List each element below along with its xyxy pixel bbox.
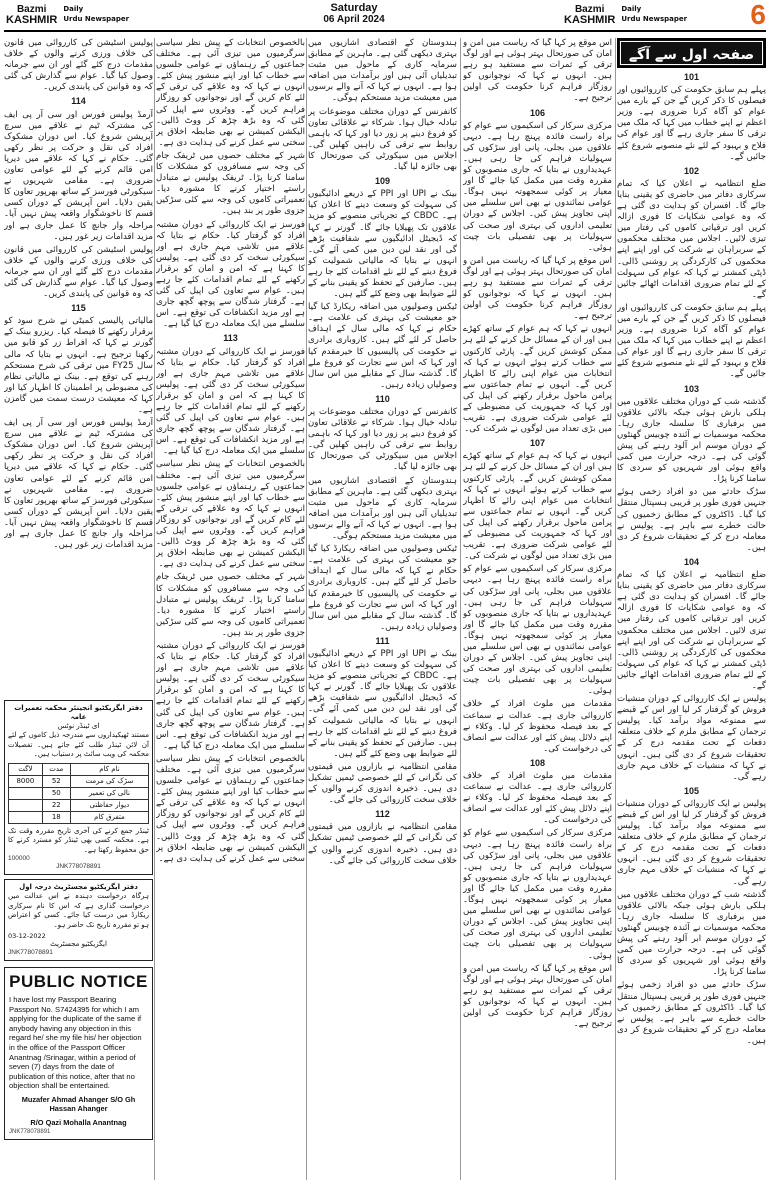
- article-text: انہوں نے کہا کہ ہم عوام کے ساتھ کھڑے ہیں اور ان کے مسائل حل کرنے کے لئے ہر ممکن کوشش کریں گے۔ پارٹی کارکنوں سے خطاب کرتے ہوئے انہوں نے کہا کہ انتخابات میں عوام اپنی رائے کا اظہار کریں گے۔ انہوں نے تمام جماعتوں سے پرامن ماحول برقرار رکھنے کی اپیل کی اور کہا کہ جمہوریت کی مضبوطی کے لئے عوامی شرکت ضروری ہے۔ تقریب میں بڑی تعداد میں لوگوں نے شرکت کی۔: [463, 324, 612, 435]
- public-notice: [4, 967, 153, 1140]
- notice-ref-code: JNK778078891: [8, 949, 53, 956]
- article-text: مقامی انتظامیہ نے بازاروں میں قیمتوں کی نگرانی کے لئے خصوصی ٹیمیں تشکیل دی ہیں۔ ذخیرہ اندوزی کرنے والوں کے خلاف سخت کارروائی کی جائے گی۔: [308, 761, 457, 806]
- notice-title: دفتر ایگزیکٹیو مجسٹریٹ درجہ اول: [19, 883, 138, 891]
- item-number: 115: [71, 303, 86, 314]
- article-text: بالخصوص انتخابات کے پیش نظر سیاسی سرگرمیوں میں تیزی آئی ہے۔ مختلف جماعتوں کے رہنماؤں نے عوامی جلسوں سے خطاب کیا اور اپنے منشور پیش کئے۔ انہوں نے کہا کہ وہ علاقے کی ترقی کے لئے کام کریں گے اور نوجوانوں کو روزگار فراہم کریں گے۔ ووٹروں سے اپیل کی گئی کہ وہ بڑھ چڑھ کر ووٹ ڈالیں۔ الیکشن کمیشن نے بھی ضابطہ اخلاق پر سختی سے عمل کرنے کی ہدایت دی ہے۔: [156, 38, 305, 148]
- table-cell: متفرق کام: [70, 811, 148, 823]
- notice-sign: ایگزیکٹیو مجسٹریٹ: [50, 940, 107, 948]
- table-cell: [9, 811, 43, 823]
- item-number: 111: [375, 635, 390, 646]
- item-number: 114: [71, 96, 86, 107]
- column-1: [617, 38, 766, 1180]
- item-number: 106: [529, 107, 546, 118]
- public-notice-signer: Muzafer Ahmad Ahanger S/O Gh Hassan Ahanger: [21, 1094, 136, 1114]
- table-cell: [9, 787, 43, 799]
- article-text: ٹیکس وصولیوں میں اضافہ ریکارڈ کیا گیا جو معیشت کی بہتری کی علامت ہے۔ حکام نے کہا کہ مالی سال کے اہداف حاصل کر لئے گئے ہیں۔ کاروباری برادری نے حکومت کی پالیسیوں کا خیرمقدم کیا اور کہا کہ اس سے تجارت کو فروغ ملے گا۔ گذشتہ سال کے مقابلے میں اس سال وصولیاں زیادہ رہیں۔: [308, 302, 457, 390]
- public-notice-ref-code: JNK778078891: [9, 1129, 51, 1136]
- paper-name-right: Bazmi KASHMIR: [564, 4, 616, 26]
- article-text: بالخصوص انتخابات کے پیش نظر سیاسی سرگرمیوں میں تیزی آئی ہے۔ مختلف جماعتوں کے رہنماؤں نے عوامی جلسوں سے خطاب کیا اور اپنے منشور پیش کئے۔ انہوں نے کہا کہ وہ علاقے کی ترقی کے لئے کام کریں گے اور نوجوانوں کو روزگار فراہم کریں گے۔ ووٹروں سے اپیل کی گئی کہ وہ بڑھ چڑھ کر ووٹ ڈالیں۔ الیکشن کمیشن نے بھی ضابطہ اخلاق پر سختی سے عمل کرنے کی ہدایت دی ہے۔: [156, 459, 305, 570]
- item-number: 112: [375, 809, 390, 820]
- issue-date: 06 April 2024: [323, 14, 385, 25]
- article-text: ضلع انتظامیہ نے اعلان کیا کہ تمام سرکاری دفاتر میں حاضری کو یقینی بنایا جائے گا۔ افسران کو ہدایت دی گئی ہے کہ وہ عوامی شکایات کا فوری ازالہ کریں اور ترقیاتی کاموں کی رفتار میں تیزی لائیں۔ اجلاس میں مختلف محکموں کے سربراہان نے شرکت کی اور اپنے اپنے محکموں کی کارکردگی پر روشنی ڈالی۔ ڈپٹی کمشنر نے کہا کہ عوام کی سہولت کے لئے تمام ضروری اقدامات اٹھائے جائیں گے۔: [617, 178, 766, 300]
- table-header-cell: نام کام: [70, 763, 148, 775]
- article-text: اس موقع پر کہا گیا کہ ریاست میں امن و امان کی صورتحال بہتر ہوئی ہے اور لوگ ترقی کے ثمرات سے مستفید ہو رہے ہیں۔ انہوں نے کہا کہ نوجوانوں کو روزگار فراہم کرنا حکومت کی اولین ترجیح ہے۔: [463, 38, 612, 104]
- table-cell: 50: [42, 787, 70, 799]
- article-text: فورسز نے ایک کارروائی کے دوران مشتبہ افراد کو گرفتار کیا۔ حکام نے بتایا کہ علاقے میں تلاشی مہم جاری ہے اور سیکورٹی سخت کر دی گئی ہے۔ پولیس کا کہنا ہے کہ امن و امان کو برقرار رکھنے کے لئے تمام اقدامات کئے جا رہے ہیں۔ عوام سے تعاون کی اپیل کی گئی ہے۔ گرفتار شدگان سے پوچھ گچھ جاری ہے اور مزید انکشافات کی توقع ہے۔ اس سلسلے میں ایک معاملہ درج کیا گیا ہے۔: [156, 346, 305, 457]
- article-text: شہر کے مختلف حصوں میں ٹریفک جام کی وجہ سے مسافروں کو مشکلات کا سامنا کرنا پڑا۔ ٹریفک پولیس نے متبادل راستے اختیار کرنے کا مشورہ دیا۔ تعمیراتی کاموں کی وجہ سے کئی سڑکیں جزوی طور پر بند ہیں۔: [156, 572, 305, 638]
- article-text: بینک نے UPI اور PPI کے ذریعے ادائیگیوں کی سہولت کو وسعت دینے کا اعلان کیا ہے۔ CBDC کے تجرباتی منصوبے کو مزید علاقوں تک پھیلایا جائے گا۔ گورنر نے کہا کہ ڈیجیٹل ادائیگیوں سے شفافیت بڑھے گی اور نقد لین دین میں کمی آئے گی۔ انہوں نے بتایا کہ مالیاتی شمولیت کو فروغ دینے کے لئے نئے اقدامات کئے جا رہے ہیں۔ صارفین کے تحفظ کو یقینی بنانے کے لئے ضوابط بھی وضع کئے گئے ہیں۔: [308, 189, 457, 300]
- section-title: صفحہ اول سے آگے: [617, 38, 766, 68]
- tender-notice: [4, 700, 153, 875]
- magistrate-notice: [4, 879, 153, 961]
- item-number: 103: [683, 383, 700, 394]
- table-cell: سڑک کی مرمت: [70, 775, 148, 787]
- page-number: 6: [750, 0, 766, 30]
- article-text: مرکزی سرکار کی اسکیموں سے عوام کو براہ راست فائدہ پہنچ رہا ہے۔ دیہی علاقوں میں بجلی، پانی اور سڑکوں کی سہولیات فراہم کی جا رہی ہیں۔ عہدیداروں نے بتایا کہ جاری منصوبوں کو مقررہ وقت میں مکمل کیا جائے گا اور معیار پر کوئی سمجھوتہ نہیں ہوگا۔ عوامی نمائندوں نے بھی اس سلسلے میں اپنی تجاویز پیش کیں۔ اجلاس کے دوران تعلیمی اداروں کی بہتری اور صحت کی سہولیات پر بھی تفصیلی بات چیت ہوئی۔: [463, 120, 612, 253]
- article-text: کانفرنس کے دوران مختلف موضوعات پر تبادلہ خیال ہوا۔ شرکاء نے علاقائی تعاون کو فروغ دینے پر زور دیا اور کہا کہ باہمی روابط سے ترقی کی راہیں کھلیں گی۔ اجلاس میں سیکورٹی کی صورتحال کا بھی جائزہ لیا گیا۔: [308, 407, 457, 473]
- article-text: مقدمات میں ملوث افراد کے خلاف کارروائی جاری ہے۔ عدالت نے سماعت کے بعد فیصلہ محفوظ کر لیا۔ وکلاء نے اپنے دلائل پیش کئے اور عدالت سے انصاف کی درخواست کی۔: [463, 771, 612, 826]
- article-text: مقامی انتظامیہ نے بازاروں میں قیمتوں کی نگرانی کے لئے خصوصی ٹیمیں تشکیل دی ہیں۔ ذخیرہ اندوزی کرنے والوں کے خلاف سخت کارروائی کی جائے گی۔: [308, 822, 457, 866]
- paper-subtitle-right: Daily Urdu Newspaper: [621, 5, 688, 23]
- table-cell: دیوار حفاظتی: [70, 799, 148, 811]
- article-text: پہلے ہم سابق حکومت کی کارروائیوں اور فیصلوں کا ذکر کریں گے جن کے بارے میں عوام کو آگاہ کرنا ضروری ہے۔ وزیر اعظم نے اپنے خطاب میں کہا کہ ملک میں ترقی کا سفر جاری رہے گا اور عوام کی فلاح و بہبود کے لئے نئے منصوبے شروع کئے جائیں گے۔: [617, 85, 766, 162]
- item-number: 109: [374, 176, 391, 187]
- table-cell: 8000: [9, 775, 43, 787]
- article-text: پولیس نے ایک کارروائی کے دوران منشیات فروش کو گرفتار کر لیا اور اس کے قبضے سے ممنوعہ مواد برآمد کیا۔ پولیس ترجمان کے مطابق ملزم کے خلاف متعلقہ دفعات کے تحت مقدمہ درج کر کے تحقیقات شروع کر دی گئی ہیں۔ انہوں نے کہا کہ منشیات کے خلاف مہم جاری رہے گی۔: [617, 798, 766, 887]
- article-text: آرمڈ پولیس فورس اور سی آر پی ایف کی مشترکہ ٹیم نے علاقے میں سرچ آپریشن شروع کیا۔ اس دوران مشکوک افراد کی نقل و حرکت پر نظر رکھی گئی۔ حکام نے کہا کہ علاقے میں دیرپا امن قائم کرنے کے لئے عوامی تعاون ضروری ہے۔ مقامی شہریوں نے سیکورٹی فورسز کے ساتھ بھرپور تعاون کا یقین دلایا۔ اس آپریشن کے دوران کسی قسم کا ناخوشگوار واقعہ پیش نہیں آیا۔ مراحلہ وار جانچ کا عمل جاری ہے اور مزید اقدامات زیر غور ہیں۔: [4, 418, 153, 551]
- article-text: گذشتہ شب کے دوران مختلف علاقوں میں ہلکی بارش ہوئی جبکہ بالائی علاقوں میں برفباری کا سلسلہ جاری رہا۔ محکمہ موسمیات نے آئندہ چوبیس گھنٹوں کے دوران موسم ابر آلود رہنے کی پیش گوئی کی ہے۔ درجہ حرارت میں کمی واقع ہوئی اور شہریوں کو سردی کا سامنا کرنا پڑا۔: [617, 889, 766, 978]
- column-5: [4, 38, 153, 1180]
- article-text: فورسز نے ایک کارروائی کے دوران مشتبہ افراد کو گرفتار کیا۔ حکام نے بتایا کہ علاقے میں تلاشی مہم جاری ہے اور سیکورٹی سخت کر دی گئی ہے۔ پولیس کا کہنا ہے کہ امن و امان کو برقرار رکھنے کے لئے تمام اقدامات کئے جا رہے ہیں۔ عوام سے تعاون کی اپیل کی گئی ہے۔ گرفتار شدگان سے پوچھ گچھ جاری ہے اور مزید انکشافات کی توقع ہے۔ اس سلسلے میں ایک معاملہ درج کیا گیا ہے۔: [156, 640, 305, 751]
- table-header-cell: مدت: [42, 763, 70, 775]
- notice-footer: ٹینڈر جمع کرنے کی آخری تاریخ مقررہ وقت تک ہے۔ محکمہ کسی بھی ٹینڈر کو مسترد کرنے کا حق محفوظ رکھتا ہے۔: [8, 826, 149, 854]
- column-divider: [154, 38, 155, 1180]
- article-text: انہوں نے کہا کہ ہم عوام کے ساتھ کھڑے ہیں اور ان کے مسائل حل کرنے کے لئے ہر ممکن کوشش کریں گے۔ پارٹی کارکنوں سے خطاب کرتے ہوئے انہوں نے کہا کہ انتخابات میں عوام اپنی رائے کا اظہار کریں گے۔ انہوں نے تمام جماعتوں سے پرامن ماحول برقرار رکھنے کی اپیل کی اور کہا کہ جمہوریت کی مضبوطی کے لئے عوامی شرکت ضروری ہے۔ تقریب میں بڑی تعداد میں لوگوں نے شرکت کی۔: [463, 451, 612, 562]
- item-number: 113: [223, 333, 238, 344]
- article-text: پہلے ہم سابق حکومت کی کارروائیوں اور فیصلوں کا ذکر کریں گے جن کے بارے میں عوام کو آگاہ کرنا ضروری ہے۔ وزیر اعظم نے اپنے خطاب میں کہا کہ ملک میں ترقی کا سفر جاری رہے گا اور عوام کی فلاح و بہبود کے لئے نئے منصوبے شروع کئے جائیں گے۔: [617, 302, 766, 380]
- notice-subtitle: ای ٹینڈر نوٹس: [57, 722, 100, 730]
- article-text: پولیس اسٹیشن کی کارروائی میں قانون کی خلاف ورزی کرنے والوں کے خلاف مقدمات درج کئے گئے اور ان سے جرمانہ وصول کیا گیا۔ عوام سے گذارش کی گئی کہ وہ قوانین کی پابندی کریں۔: [4, 38, 153, 93]
- table-row: [9, 799, 149, 811]
- column-5-articles: [4, 38, 153, 696]
- table-cell: 52: [42, 775, 70, 787]
- column-4: [156, 38, 305, 1180]
- article-text: ہندوستان کے اقتصادی اشاریوں میں بہتری دیکھی گئی ہے۔ ماہرین کے مطابق سرمایہ کاری کے ماحول میں مثبت تبدیلیاں آئی ہیں اور برآمدات میں اضافہ ہوا ہے۔ انہوں نے کہا کہ آنے والے برسوں میں معیشت مزید مستحکم ہوگی۔: [308, 475, 457, 542]
- column-3: [308, 38, 457, 1180]
- article-text: بالخصوص انتخابات کے پیش نظر سیاسی سرگرمیوں میں تیزی آئی ہے۔ مختلف جماعتوں کے رہنماؤں نے عوامی جلسوں سے خطاب کیا اور اپنے منشور پیش کئے۔ انہوں نے کہا کہ وہ علاقے کی ترقی کے لئے کام کریں گے اور نوجوانوں کو روزگار فراہم کریں گے۔ ووٹروں سے اپیل کی گئی کہ وہ بڑھ چڑھ کر ووٹ ڈالیں۔ الیکشن کمیشن نے بھی ضابطہ اخلاق پر سختی سے عمل کرنے کی ہدایت دی ہے۔: [156, 753, 305, 864]
- issue-day: Saturday: [330, 2, 378, 14]
- item-number: 108: [529, 757, 546, 768]
- article-text: شہر کے مختلف حصوں میں ٹریفک جام کی وجہ سے مسافروں کو مشکلات کا سامنا کرنا پڑا۔ ٹریفک پولیس نے متبادل راستے اختیار کرنے کا مشورہ دیا۔ تعمیراتی کاموں کی وجہ سے کئی سڑکیں جزوی طور پر بند ہیں۔: [156, 150, 305, 217]
- article-text: آرمڈ پولیس فورس اور سی آر پی ایف کی مشترکہ ٹیم نے علاقے میں سرچ آپریشن شروع کیا۔ اس دوران مشکوک افراد کی نقل و حرکت پر نظر رکھی گئی۔ حکام نے کہا کہ علاقے میں دیرپا امن قائم کرنے کے لئے عوامی تعاون ضروری ہے۔ مقامی شہریوں نے سیکورٹی فورسز کے ساتھ بھرپور تعاون کا یقین دلایا۔ اس آپریشن کے دوران کسی قسم کا ناخوشگوار واقعہ پیش نہیں آیا۔ مراحلہ وار جانچ کا عمل جاری ہے اور مزید اقدامات زیر غور ہیں۔: [4, 109, 153, 242]
- item-number: 101: [683, 72, 700, 82]
- table-cell: نالی کی تعمیر: [70, 787, 148, 799]
- article-text: مقدمات میں ملوث افراد کے خلاف کارروائی جاری ہے۔ عدالت نے سماعت کے بعد فیصلہ محفوظ کر لیا۔ وکلاء نے اپنے دلائل پیش کئے اور عدالت سے انصاف کی درخواست کی۔: [463, 699, 612, 754]
- masthead-left-brand: [6, 4, 129, 26]
- column-2: [463, 38, 612, 1180]
- notice-intro: مستند ٹھیکیداروں سے مندرجہ ذیل کاموں کے لئے آن لائن ٹینڈر طلب کئے جاتے ہیں۔ تفصیلات محکمہ کی ویب سائٹ پر دستیاب ہیں۔: [8, 731, 149, 758]
- column-divider: [460, 38, 461, 1180]
- masthead-right-brand: [564, 4, 687, 26]
- article-text: اس موقع پر کہا گیا کہ ریاست میں امن و امان کی صورتحال بہتر ہوئی ہے اور لوگ ترقی کے ثمرات سے مستفید ہو رہے ہیں۔ انہوں نے کہا کہ نوجوانوں کو روزگار فراہم کرنا حکومت کی اولین ترجیح ہے۔: [463, 963, 612, 1030]
- table-cell: 18: [42, 811, 70, 823]
- article-text: مرکزی سرکار کی اسکیموں سے عوام کو براہ راست فائدہ پہنچ رہا ہے۔ دیہی علاقوں میں بجلی، پانی اور سڑکوں کی سہولیات فراہم کی جا رہی ہیں۔ عہدیداروں نے بتایا کہ جاری منصوبوں کو مقررہ وقت میں مکمل کیا جائے گا اور معیار پر کوئی سمجھوتہ نہیں ہوگا۔ عوامی نمائندوں نے بھی اس سلسلے میں اپنی تجاویز پیش کیں۔ اجلاس کے دوران تعلیمی اداروں کی بہتری اور صحت کی سہولیات پر بھی تفصیلی بات چیت ہوئی۔: [463, 828, 612, 961]
- tender-table: [8, 763, 149, 824]
- public-notice-body: I have lost my Passport Bearing Passport No. S7424395 for which I am applying for the duplicate of the same if anybody having any objection in this regard he/ she my file his/ her objection in the office of the Passport Officer Anantnag /Srinagar, within a period of seven (7) days from the date of publication of this notice, after that no objection shall be entertained.: [9, 995, 142, 1091]
- table-cell: 22: [42, 799, 70, 811]
- item-number: 102: [683, 165, 700, 176]
- item-number: 110: [375, 393, 390, 404]
- article-text: ہندوستان کے اقتصادی اشاریوں میں بہتری دیکھی گئی ہے۔ ماہرین کے مطابق سرمایہ کاری کے ماحول میں مثبت تبدیلیاں آئی ہیں اور برآمدات میں اضافہ ہوا ہے۔ انہوں نے کہا کہ آنے والے برسوں میں معیشت مزید مستحکم ہوگی۔: [308, 38, 457, 104]
- table-header-cell: لاگت: [9, 763, 43, 775]
- item-number: 107: [529, 438, 546, 449]
- article-text: کانفرنس کے دوران مختلف موضوعات پر تبادلہ خیال ہوا۔ شرکاء نے علاقائی تعاون کو فروغ دینے پر زور دیا اور کہا کہ باہمی روابط سے ترقی کی راہیں کھلیں گی۔ اجلاس میں سیکورٹی کی صورتحال کا بھی جائزہ لیا گیا۔: [308, 106, 457, 173]
- notice-intro: ہرگاہ درخواست دہندہ نے اس عدالت میں درخواست گذاری ہے کہ اس کا نام سرکاری ریکارڈ میں درست کیا جائے۔ کسی کو اعتراض ہو تو مقررہ تاریخ تک حاضر ہو۔: [8, 892, 149, 929]
- column-divider: [615, 38, 616, 1180]
- table-row: [9, 811, 149, 823]
- masthead-date: [254, 2, 454, 25]
- article-text: ضلع انتظامیہ نے اعلان کیا کہ تمام سرکاری دفاتر میں حاضری کو یقینی بنایا جائے گا۔ افسران کو ہدایت دی گئی ہے کہ وہ عوامی شکایات کا فوری ازالہ کریں اور ترقیاتی کاموں کی رفتار میں تیزی لائیں۔ اجلاس میں مختلف محکموں کے سربراہان نے شرکت کی اور اپنے اپنے محکموں کی کارکردگی پر روشنی ڈالی۔ ڈپٹی کمشنر نے کہا کہ عوام کی سہولت کے لئے تمام ضروری اقدامات اٹھائے جائیں گے۔: [617, 570, 766, 691]
- article-text: ٹیکس وصولیوں میں اضافہ ریکارڈ کیا گیا جو معیشت کی بہتری کی علامت ہے۔ حکام نے کہا کہ مالی سال کے اہداف حاصل کر لئے گئے ہیں۔ کاروباری برادری نے حکومت کی پالیسیوں کا خیرمقدم کیا اور کہا کہ اس سے تجارت کو فروغ ملے گا۔ گذشتہ سال کے مقابلے میں اس سال وصولیاں زیادہ رہیں۔: [308, 544, 457, 632]
- notice-title: دفتر ایگزیکٹیو انجینئر محکمہ تعمیرات عامہ: [14, 704, 143, 721]
- masthead: [4, 2, 766, 32]
- table-row: [9, 775, 149, 787]
- paper-name: Bazmi KASHMIR: [6, 4, 58, 26]
- article-text: پولیس نے ایک کارروائی کے دوران منشیات فروش کو گرفتار کر لیا اور اس کے قبضے سے ممنوعہ مواد برآمد کیا۔ پولیس ترجمان کے مطابق ملزم کے خلاف متعلقہ دفعات کے تحت مقدمہ درج کر کے تحقیقات شروع کر دی گئی ہیں۔ انہوں نے کہا کہ منشیات کے خلاف مہم جاری رہے گی۔: [617, 694, 766, 782]
- article-text: مرکزی سرکار کی اسکیموں سے عوام کو براہ راست فائدہ پہنچ رہا ہے۔ دیہی علاقوں میں بجلی، پانی اور سڑکوں کی سہولیات فراہم کی جا رہی ہیں۔ عہدیداروں نے بتایا کہ جاری منصوبوں کو مقررہ وقت میں مکمل کیا جائے گا اور معیار پر کوئی سمجھوتہ نہیں ہوگا۔ عوامی نمائندوں نے بھی اس سلسلے میں اپنی تجاویز پیش کیں۔ اجلاس کے دوران تعلیمی اداروں کی بہتری اور صحت کی سہولیات پر بھی تفصیلی بات چیت ہوئی۔: [463, 564, 612, 697]
- item-number: 104: [683, 556, 700, 567]
- paper-subtitle: Daily Urdu Newspaper: [63, 5, 130, 23]
- column-divider: [306, 38, 307, 1180]
- table-cell: [9, 799, 43, 811]
- public-notice-address: R/O Qazi Mohalla Anantnag: [30, 1117, 127, 1127]
- notice-date: 03-12-2022: [8, 932, 46, 940]
- article-text: اس موقع پر کہا گیا کہ ریاست میں امن و امان کی صورتحال بہتر ہوئی ہے اور لوگ ترقی کے ثمرات سے مستفید ہو رہے ہیں۔ انہوں نے کہا کہ نوجوانوں کو روزگار فراہم کرنا حکومت کی اولین ترجیح ہے۔: [463, 255, 612, 322]
- article-text: بینک نے UPI اور PPI کے ذریعے ادائیگیوں کی سہولت کو وسعت دینے کا اعلان کیا ہے۔ CBDC کے تجرباتی منصوبے کو مزید علاقوں تک پھیلایا جائے گا۔ گورنر نے کہا کہ ڈیجیٹل ادائیگیوں سے شفافیت بڑھے گی اور نقد لین دین میں کمی آئے گی۔ انہوں نے بتایا کہ مالیاتی شمولیت کو فروغ دینے کے لئے نئے اقدامات کئے جا رہے ہیں۔ صارفین کے تحفظ کو یقینی بنانے کے لئے ضوابط بھی وضع کئے گئے ہیں۔: [308, 648, 457, 759]
- item-number: 105: [683, 785, 700, 796]
- article-text: گذشتہ شب کے دوران مختلف علاقوں میں ہلکی بارش ہوئی جبکہ بالائی علاقوں میں برفباری کا سلسلہ جاری رہا۔ محکمہ موسمیات نے آئندہ چوبیس گھنٹوں کے دوران موسم ابر آلود رہنے کی پیش گوئی کی ہے۔ درجہ حرارت میں کمی واقع ہوئی اور شہریوں کو سردی کا سامنا کرنا پڑا۔: [617, 396, 766, 485]
- public-notice-title: PUBLIC NOTICE: [9, 972, 148, 991]
- article-text: پولیس اسٹیشن کی کارروائی میں قانون کی خلاف ورزی کرنے والوں کے خلاف مقدمات درج کئے گئے اور ان سے جرمانہ وصول کیا گیا۔ عوام سے گذارش کی گئی کہ وہ قوانین کی پابندی کریں۔: [4, 244, 153, 300]
- table-row: [9, 787, 149, 799]
- notice-amount: 100000: [8, 855, 30, 862]
- table-header-row: [9, 763, 149, 775]
- notice-ref-code: JNK778078891: [56, 863, 101, 870]
- article-text: سڑک حادثے میں دو افراد زخمی ہوئے جنہیں فوری طور پر قریبی ہسپتال منتقل کیا گیا۔ ڈاکٹروں کے مطابق زخمیوں کی حالت خطرے سے باہر ہے۔ پولیس نے معاملہ درج کر کے تحقیقات شروع کر دی ہیں۔: [617, 980, 766, 1046]
- article-text: فورسز نے ایک کارروائی کے دوران مشتبہ افراد کو گرفتار کیا۔ حکام نے بتایا کہ علاقے میں تلاشی مہم جاری ہے اور سیکورٹی سخت کر دی گئی ہے۔ پولیس کا کہنا ہے کہ امن و امان کو برقرار رکھنے کے لئے تمام اقدامات کئے جا رہے ہیں۔ عوام سے تعاون کی اپیل کی گئی ہے۔ گرفتار شدگان سے پوچھ گچھ جاری ہے اور مزید انکشافات کی توقع ہے۔ اس سلسلے میں ایک معاملہ درج کیا گیا ہے۔: [156, 219, 305, 330]
- article-text: سڑک حادثے میں دو افراد زخمی ہوئے جنہیں فوری طور پر قریبی ہسپتال منتقل کیا گیا۔ ڈاکٹروں کے مطابق زخمیوں کی حالت خطرے سے باہر ہے۔ پولیس نے معاملہ درج کر کے تحقیقات شروع کر دی ہیں۔: [617, 487, 766, 553]
- article-text: مالیاتی پالیسی کمیٹی نے شرح سود کو برقرار رکھنے کا فیصلہ کیا۔ ریزرو بینک کے گورنر نے کہا کہ افراط زر کو قابو میں رکھنا ترجیح ہے۔ انہوں نے بتایا کہ مالی سال FY25 میں ترقی کی شرح مستحکم رہنے کی توقع ہے۔ بینک نے مالیاتی نظام کی مضبوطی پر اطمینان کا اظہار کیا اور کہا کہ معیشت درست سمت میں گامزن ہے۔: [4, 316, 153, 415]
